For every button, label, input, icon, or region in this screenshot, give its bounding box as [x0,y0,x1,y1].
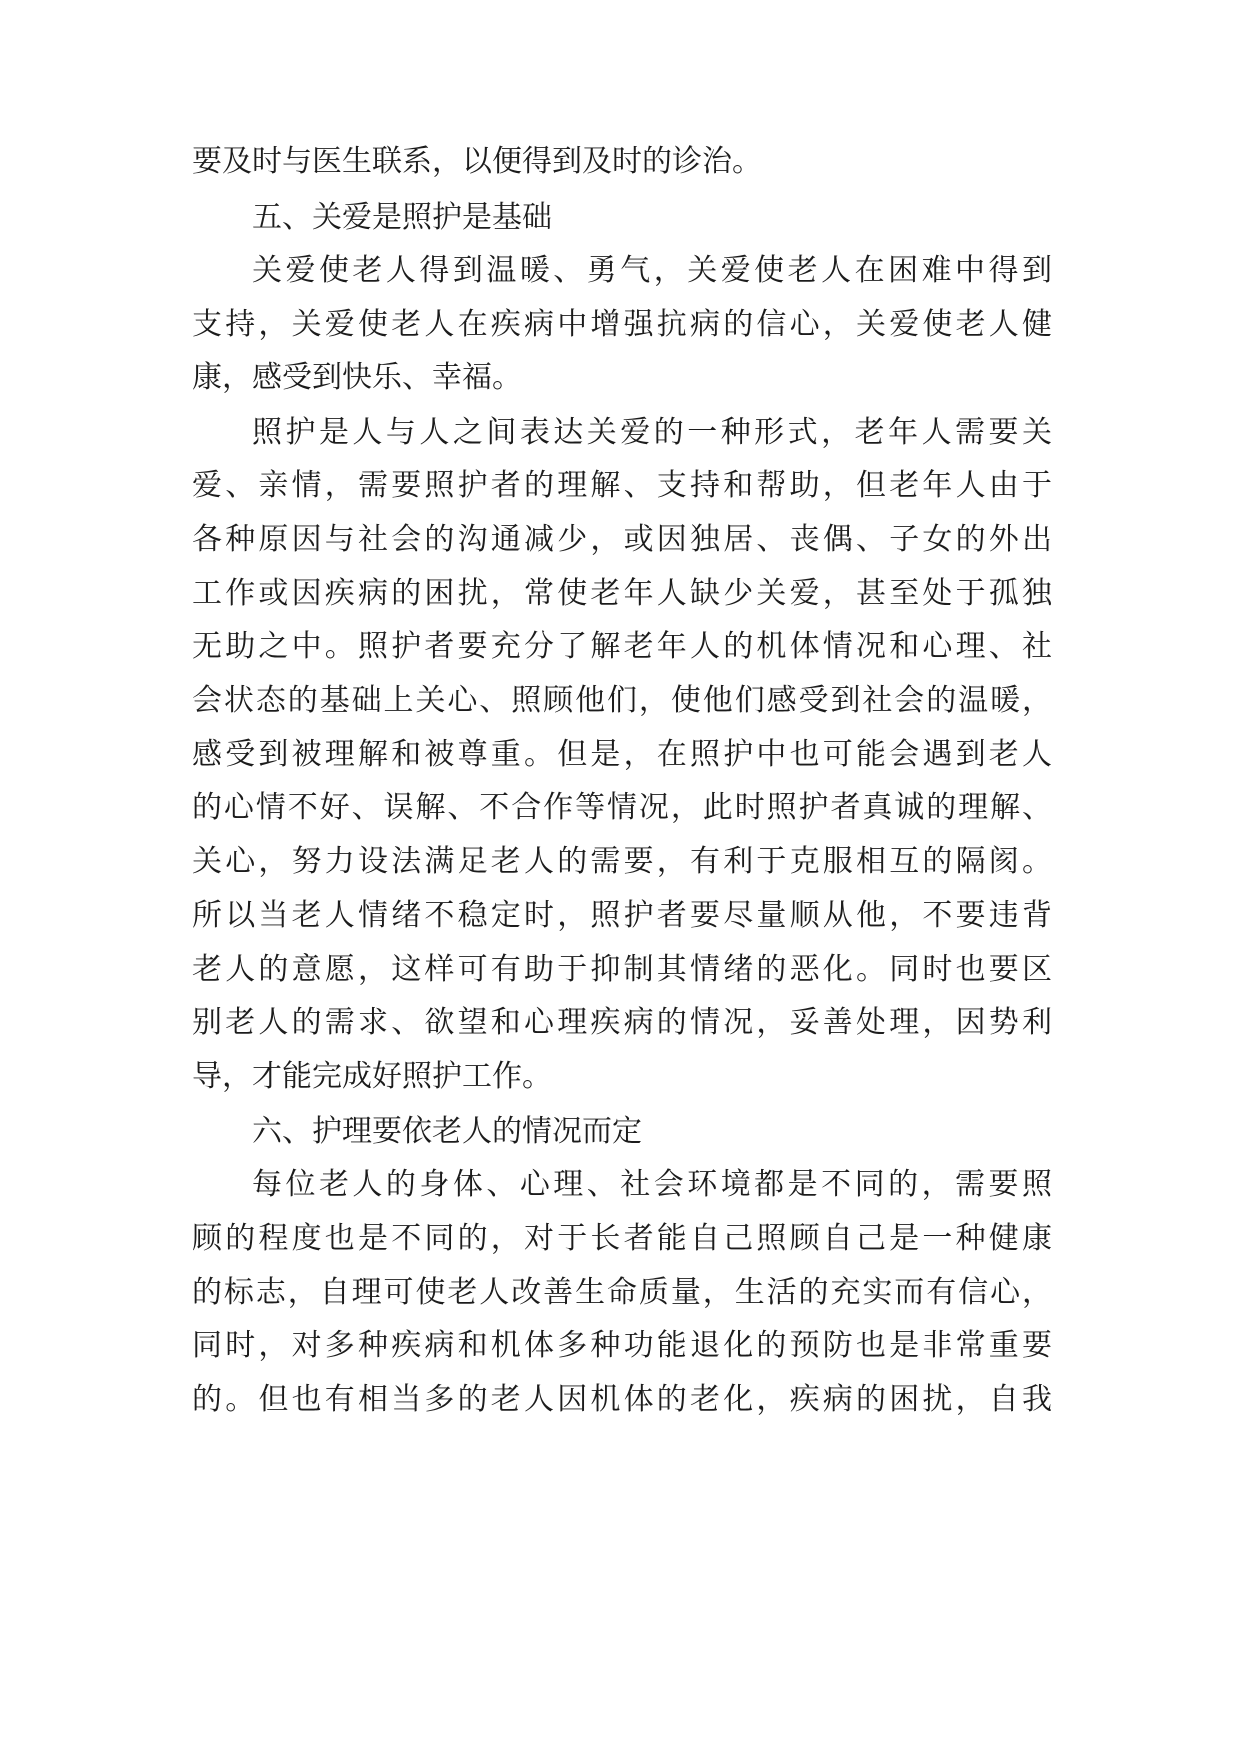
paragraph-line: 老人的意愿，这样可有助于抑制其情绪的恶化。同时也要区 [192,952,1052,987]
paragraph-line: 工作或因疾病的困扰，常使老年人缺少关爱，甚至处于孤独 [192,576,1052,611]
section-heading: 六、护理要依老人的情况而定 [252,1114,642,1149]
paragraph-line: 感受到被理解和被尊重。但是，在照护中也可能会遇到老人 [192,737,1052,772]
paragraph-line: 要及时与医生联系，以便得到及时的诊治。 [192,144,762,179]
paragraph-line: 每位老人的身体、心理、社会环境都是不同的，需要照 [252,1167,1052,1202]
paragraph-line: 支持，关爱使老人在疾病中增强抗病的信心，关爱使老人健 [192,307,1052,342]
paragraph-line: 康，感受到快乐、幸福。 [192,360,522,395]
paragraph-line: 的。但也有相当多的老人因机体的老化，疾病的困扰，自我 [192,1382,1052,1417]
paragraph-line: 照护是人与人之间表达关爱的一种形式，老年人需要关 [252,415,1052,450]
paragraph-line: 所以当老人情绪不稳定时，照护者要尽量顺从他，不要违背 [192,898,1052,933]
paragraph-line: 关爱使老人得到温暖、勇气，关爱使老人在困难中得到 [252,253,1052,288]
paragraph-line: 导，才能完成好照护工作。 [192,1059,552,1094]
paragraph-line: 爱、亲情，需要照护者的理解、支持和帮助，但老年人由于 [192,468,1052,503]
paragraph-line: 顾的程度也是不同的，对于长者能自己照顾自己是一种健康 [192,1221,1052,1256]
paragraph-line: 各种原因与社会的沟通减少，或因独居、丧偶、子女的外出 [192,522,1052,557]
paragraph-line: 同时，对多种疾病和机体多种功能退化的预防也是非常重要 [192,1328,1052,1363]
paragraph-line: 会状态的基础上关心、照顾他们，使他们感受到社会的温暖， [192,683,1052,718]
paragraph-line: 别老人的需求、欲望和心理疾病的情况，妥善处理，因势利 [192,1005,1052,1040]
paragraph-line: 的心情不好、误解、不合作等情况，此时照护者真诚的理解、 [192,790,1052,825]
paragraph-line: 无助之中。照护者要充分了解老年人的机体情况和心理、社 [192,629,1052,664]
paragraph-line: 的标志，自理可使老人改善生命质量，生活的充实而有信心， [192,1275,1052,1310]
section-heading: 五、关爱是照护是基础 [252,200,552,235]
paragraph-line: 关心，努力设法满足老人的需要，有利于克服相互的隔阂。 [192,844,1052,879]
